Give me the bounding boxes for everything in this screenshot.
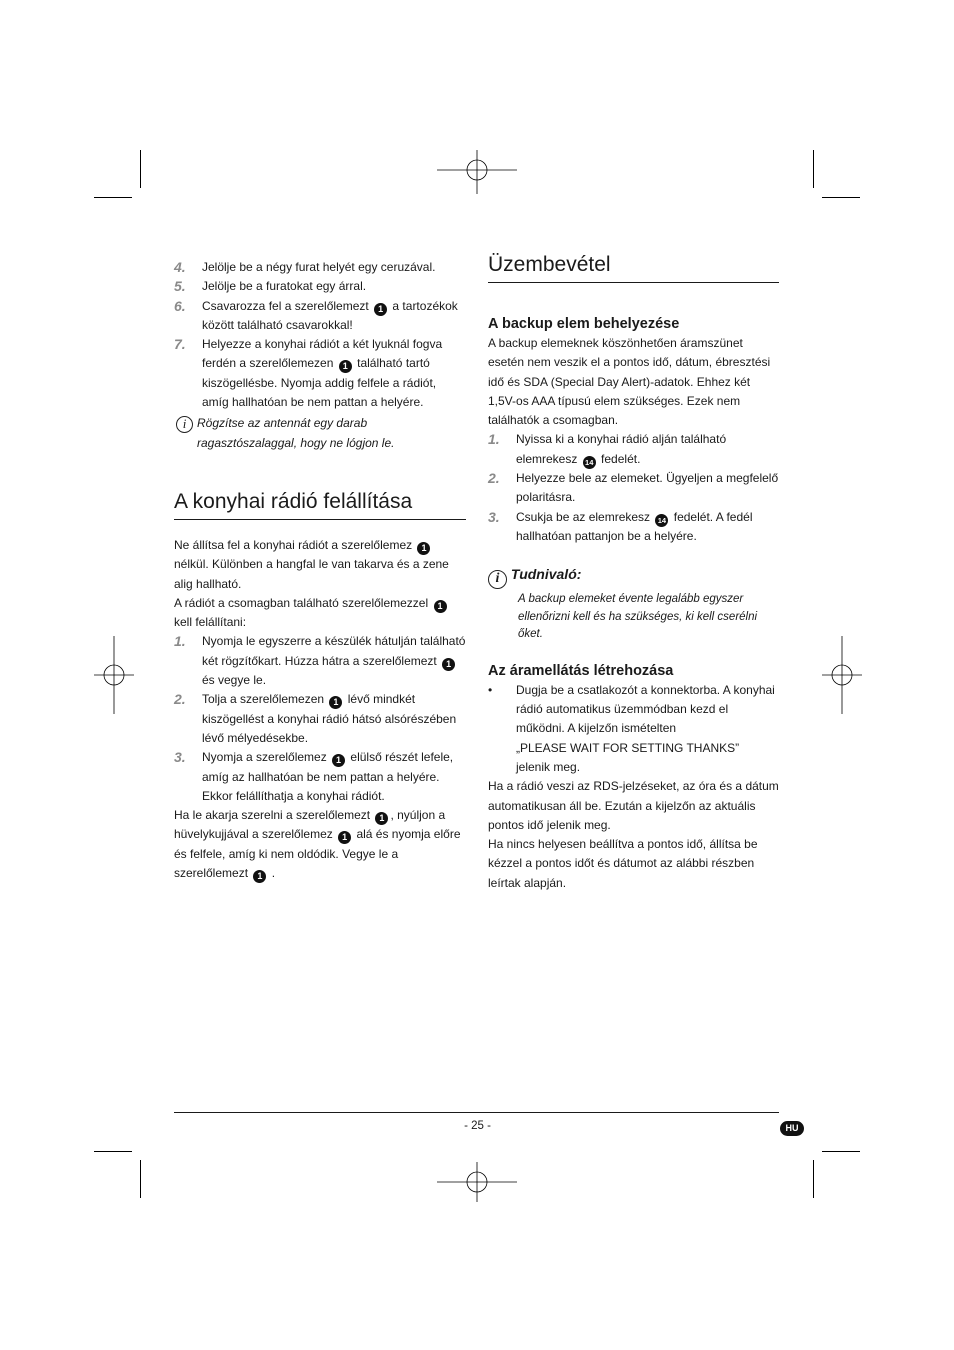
crop-mark bbox=[94, 197, 132, 198]
left-column bbox=[174, 258, 466, 883]
step-number: 5. bbox=[174, 278, 186, 295]
step-text: Nyissa ki a konyhai rádió alján található elemrekesz bbox=[516, 432, 727, 466]
step-number: 3. bbox=[488, 508, 500, 525]
paragraph-text: A rádiót a csomagban található szerelőlemezzel bbox=[174, 595, 429, 610]
step-text: Helyezze bele az elemeket. Ügyeljen a megfelelő polaritásra. bbox=[516, 471, 779, 505]
step-number: 1. bbox=[174, 633, 186, 650]
list-item bbox=[488, 681, 779, 777]
crop-mark bbox=[813, 1160, 814, 1198]
info-icon: i bbox=[488, 570, 507, 589]
page-number: - 25 - bbox=[464, 1120, 491, 1132]
step-text: Nyomja a szerelőlemez bbox=[202, 750, 327, 765]
subsection-title: Az áramellátás létrehozása bbox=[488, 662, 674, 679]
step-text: Tolja a szerelőlemezen bbox=[202, 692, 325, 707]
language-badge: HU bbox=[780, 1121, 804, 1136]
step-item bbox=[174, 748, 466, 806]
tip-box bbox=[488, 564, 779, 644]
step-item bbox=[488, 469, 779, 508]
part-ref-icon: 1 bbox=[442, 658, 455, 671]
step-item bbox=[174, 335, 466, 412]
step-item bbox=[174, 632, 466, 690]
step-text: elülső részét lefele, amíg az hallhatóan be nem pattan a helyére. Ekkor felállíthatja a konyhai rádiót. bbox=[202, 750, 454, 803]
step-text: található tartó kiszögellésbe. Nyomja addig felfele a rádiót, amíg hallhatóan be nem pattan a helyére. bbox=[202, 356, 437, 410]
step-number: 6. bbox=[174, 297, 186, 314]
paragraph: A backup elemeknek köszönhetően áramszünet esetén nem veszik el a pontos idő, dátum, ébresztési idő és SDA (Special Day Alert)-adatok. Ehhez két 1,5V-os AAA típusú elem szükséges. Ezek nem találhatók a csomagban. bbox=[488, 336, 771, 428]
step-text: és vegye le. bbox=[202, 673, 267, 688]
part-ref-icon: 1 bbox=[434, 600, 447, 613]
step-text: lévő mindkét kiszögellést a konyhai rádió hátsó alsórészében lévő mélyedésekbe. bbox=[202, 692, 457, 745]
step-number: 3. bbox=[174, 749, 186, 766]
part-ref-icon: 14 bbox=[583, 456, 596, 469]
step-text: Helyezze a konyhai rádiót a két lyuknál fogva ferdén a szerelőlemezen bbox=[202, 337, 443, 371]
step-item bbox=[174, 690, 466, 748]
part-ref-icon: 1 bbox=[375, 812, 388, 825]
step-text: Nyomja le egyszerre a készülék hátulján található két rögzítőkart. Húzza hátra a szerelőlemezt bbox=[202, 634, 466, 668]
step-number: 7. bbox=[174, 336, 186, 353]
step-text: fedelét. bbox=[601, 451, 641, 466]
paragraph-text: alá és nyomja előre és felfele, amíg ki nem oldódik. Vegye le a szerelőlemezt bbox=[174, 827, 461, 881]
registration-mark-left bbox=[94, 636, 134, 714]
paragraph-text: kell felállítani: bbox=[174, 615, 247, 630]
crop-mark bbox=[94, 1151, 132, 1152]
step-item bbox=[174, 277, 466, 296]
part-ref-icon: 1 bbox=[329, 696, 342, 709]
info-note bbox=[174, 414, 466, 453]
paragraph: Ha nincs helyesen beállítva a pontos idő, állítsa be kézzel a pontos időt és dátumot az alábbi részben leírtak alapján. bbox=[488, 837, 758, 890]
crop-mark bbox=[140, 150, 141, 188]
paragraph bbox=[174, 806, 466, 883]
step-number: 2. bbox=[488, 470, 500, 487]
step-item bbox=[488, 430, 779, 469]
step-text: fedelét. A fedél hallhatóan pattanjon be a helyére. bbox=[516, 509, 753, 543]
section-title: A konyhai rádió felállítása bbox=[174, 489, 466, 520]
info-icon: i bbox=[176, 416, 193, 433]
part-ref-icon: 1 bbox=[339, 360, 352, 373]
step-number: 4. bbox=[174, 259, 186, 275]
paragraph bbox=[174, 536, 466, 594]
crop-mark bbox=[813, 150, 814, 188]
step-text: a tartozékok között található csavarokkal! bbox=[202, 298, 458, 332]
bullet-text: Dugja be a csatlakozót a konnektorba. A konyhai rádió automatikus üzemmódban kezd el működni. A kijelzőn ismételten bbox=[516, 682, 775, 736]
tip-header bbox=[488, 564, 779, 589]
part-ref-icon: 1 bbox=[332, 754, 345, 767]
bullet-text: jelenik meg. bbox=[516, 759, 581, 774]
footer-divider bbox=[174, 1112, 779, 1113]
part-ref-icon: 1 bbox=[253, 870, 266, 883]
crop-mark bbox=[822, 197, 860, 198]
paragraph-text: nélkül. Különben a hangfal le van takarva és a zene alig hallható. bbox=[174, 557, 449, 591]
registration-mark-right bbox=[822, 636, 862, 714]
part-ref-icon: 1 bbox=[417, 542, 430, 555]
section-title: Üzembevétel bbox=[488, 252, 779, 283]
step-text: Jelölje be a furatokat egy árral. bbox=[202, 279, 367, 294]
part-ref-icon: 1 bbox=[374, 303, 387, 316]
crop-mark bbox=[822, 1151, 860, 1152]
display-message: „PLEASE WAIT FOR SETTING THANKS” bbox=[516, 740, 740, 755]
subsection-title: A backup elem behelyezése bbox=[488, 316, 680, 332]
tip-title: Tudnivaló: bbox=[510, 566, 582, 583]
right-column bbox=[488, 252, 779, 893]
note-text: Rögzítse az antennát egy darab ragasztószalaggal, hogy ne lógjon le. bbox=[197, 416, 395, 450]
step-number: 2. bbox=[174, 691, 186, 708]
paragraph-text: Ha le akarja szerelni a szerelőlemezt bbox=[174, 808, 371, 823]
paragraph-text: , nyúljon a hüvelykujjával a szerelőlemez bbox=[174, 808, 446, 842]
paragraph-text: Ne állítsa fel a konyhai rádiót a szerelőlemez bbox=[174, 537, 413, 552]
tip-text: A backup elemeket évente legalább egyszer ellenőrizni kell és ha szükséges, ki kell cserélni őket. bbox=[518, 593, 758, 641]
part-ref-icon: 1 bbox=[338, 831, 351, 844]
step-text: Jelölje be a négy furat helyét egy ceruzával. bbox=[202, 260, 436, 274]
paragraph: Ha a rádió veszi az RDS-jelzéseket, az óra és a dátum automatikusan áll be. Ezután a kijelzőn az aktuális pontos idő jelenik meg. bbox=[488, 779, 779, 832]
part-ref-icon: 14 bbox=[655, 514, 668, 527]
paragraph-text: . bbox=[271, 866, 276, 881]
step-item bbox=[174, 297, 466, 336]
step-text: Csavarozza fel a szerelőlemezt bbox=[202, 298, 369, 313]
crop-mark bbox=[140, 1160, 141, 1198]
step-number: 1. bbox=[488, 431, 500, 448]
step-item bbox=[174, 258, 466, 277]
step-item bbox=[488, 508, 779, 547]
paragraph bbox=[174, 594, 466, 633]
registration-mark-bottom bbox=[437, 1162, 517, 1202]
step-text: Csukja be az elemrekesz bbox=[516, 509, 651, 524]
registration-mark-top bbox=[437, 150, 517, 194]
